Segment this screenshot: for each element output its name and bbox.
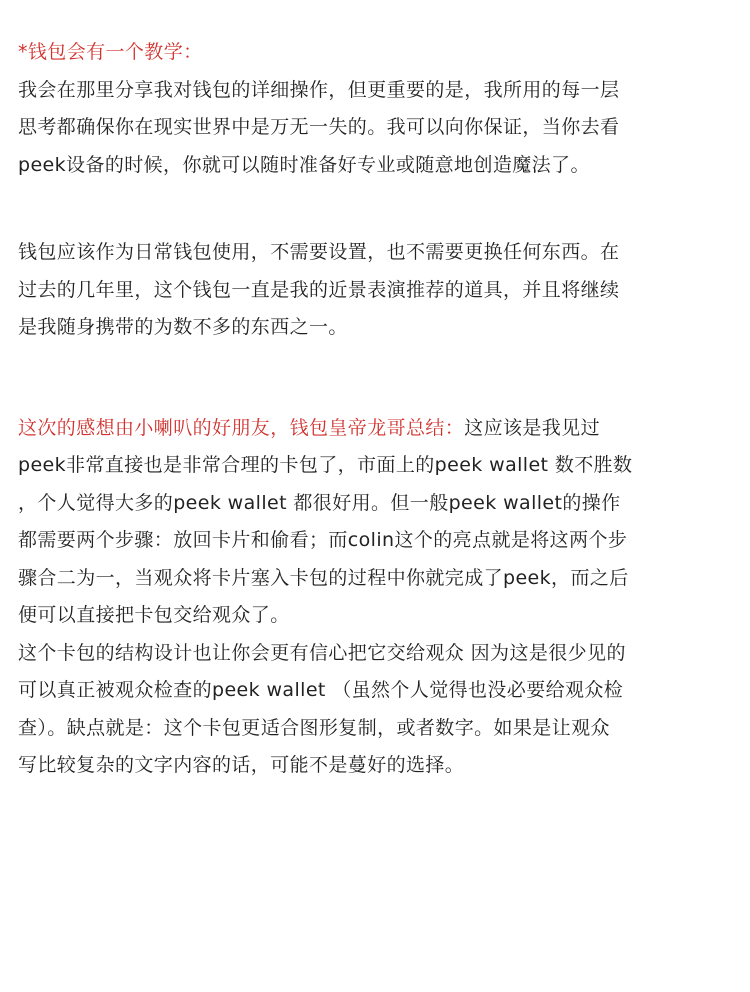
review-line: 这个卡包的结构设计也让你会更有信心把它交给观众 因为这是很少见的 [18,641,626,664]
paragraph-line: 过去的几年里，这个钱包一直是我的近景表演推荐的道具，并且将继续 [18,278,620,301]
review-lead-rest: 这应该是我见过 [464,416,601,439]
paragraph-line: peek设备的时候，你就可以随时准备好专业或随意地创造魔法了。 [18,153,590,176]
paragraph-line: 我会在那里分享我对钱包的详细操作，但更重要的是，我所用的每一层 [18,78,620,101]
review-line: 写比较复杂的文字内容的话，可能不是蔓好的选择。 [18,754,465,776]
review-lead-highlight: 这次的感想由小喇叭的好朋友，钱包皇帝龙哥总结： [18,416,465,439]
paragraph-daily-use [18,234,732,347]
review-section [18,410,732,785]
review-line: ，个人觉得大多的peek wallet 都很好用。但一般peek wallet的操作 [18,491,621,514]
review-line: 查）。缺点就是：这个卡包更适合图形复制，或者数字。如果是让观众 [18,716,610,739]
review-line: 可以真正被观众检查的peek wallet （虽然个人觉得也没必要给观众检 [18,679,624,701]
review-line: peek非常直接也是非常合理的卡包了，市面上的peek wallet 数不胜数 [18,454,633,476]
paragraph-wallet-tutorial [18,72,732,185]
review-line: 骤合二为一，当观众将卡片塞入卡包的过程中你就完成了peek，而之后 [18,566,629,589]
review-lead-line [18,410,732,448]
review-line: 都需要两个步骤：放回卡片和偷看；而colin这个的亮点就是将这两个步 [18,529,628,551]
paragraph-line: 思考都确保你在现实世界中是万无一失的。我可以向你保证，当你去看 [18,116,620,138]
paragraph-line: 钱包应该作为日常钱包使用，不需要设置，也不需要更换任何东西。在 [18,241,620,263]
spacer [18,184,732,234]
spacer [18,347,732,410]
paragraph-line: 是我随身携带的为数不多的东西之一。 [18,316,348,338]
section-heading: *钱包会有一个教学： [18,41,203,63]
review-line: 便可以直接把卡包交给观众了。 [18,604,290,626]
